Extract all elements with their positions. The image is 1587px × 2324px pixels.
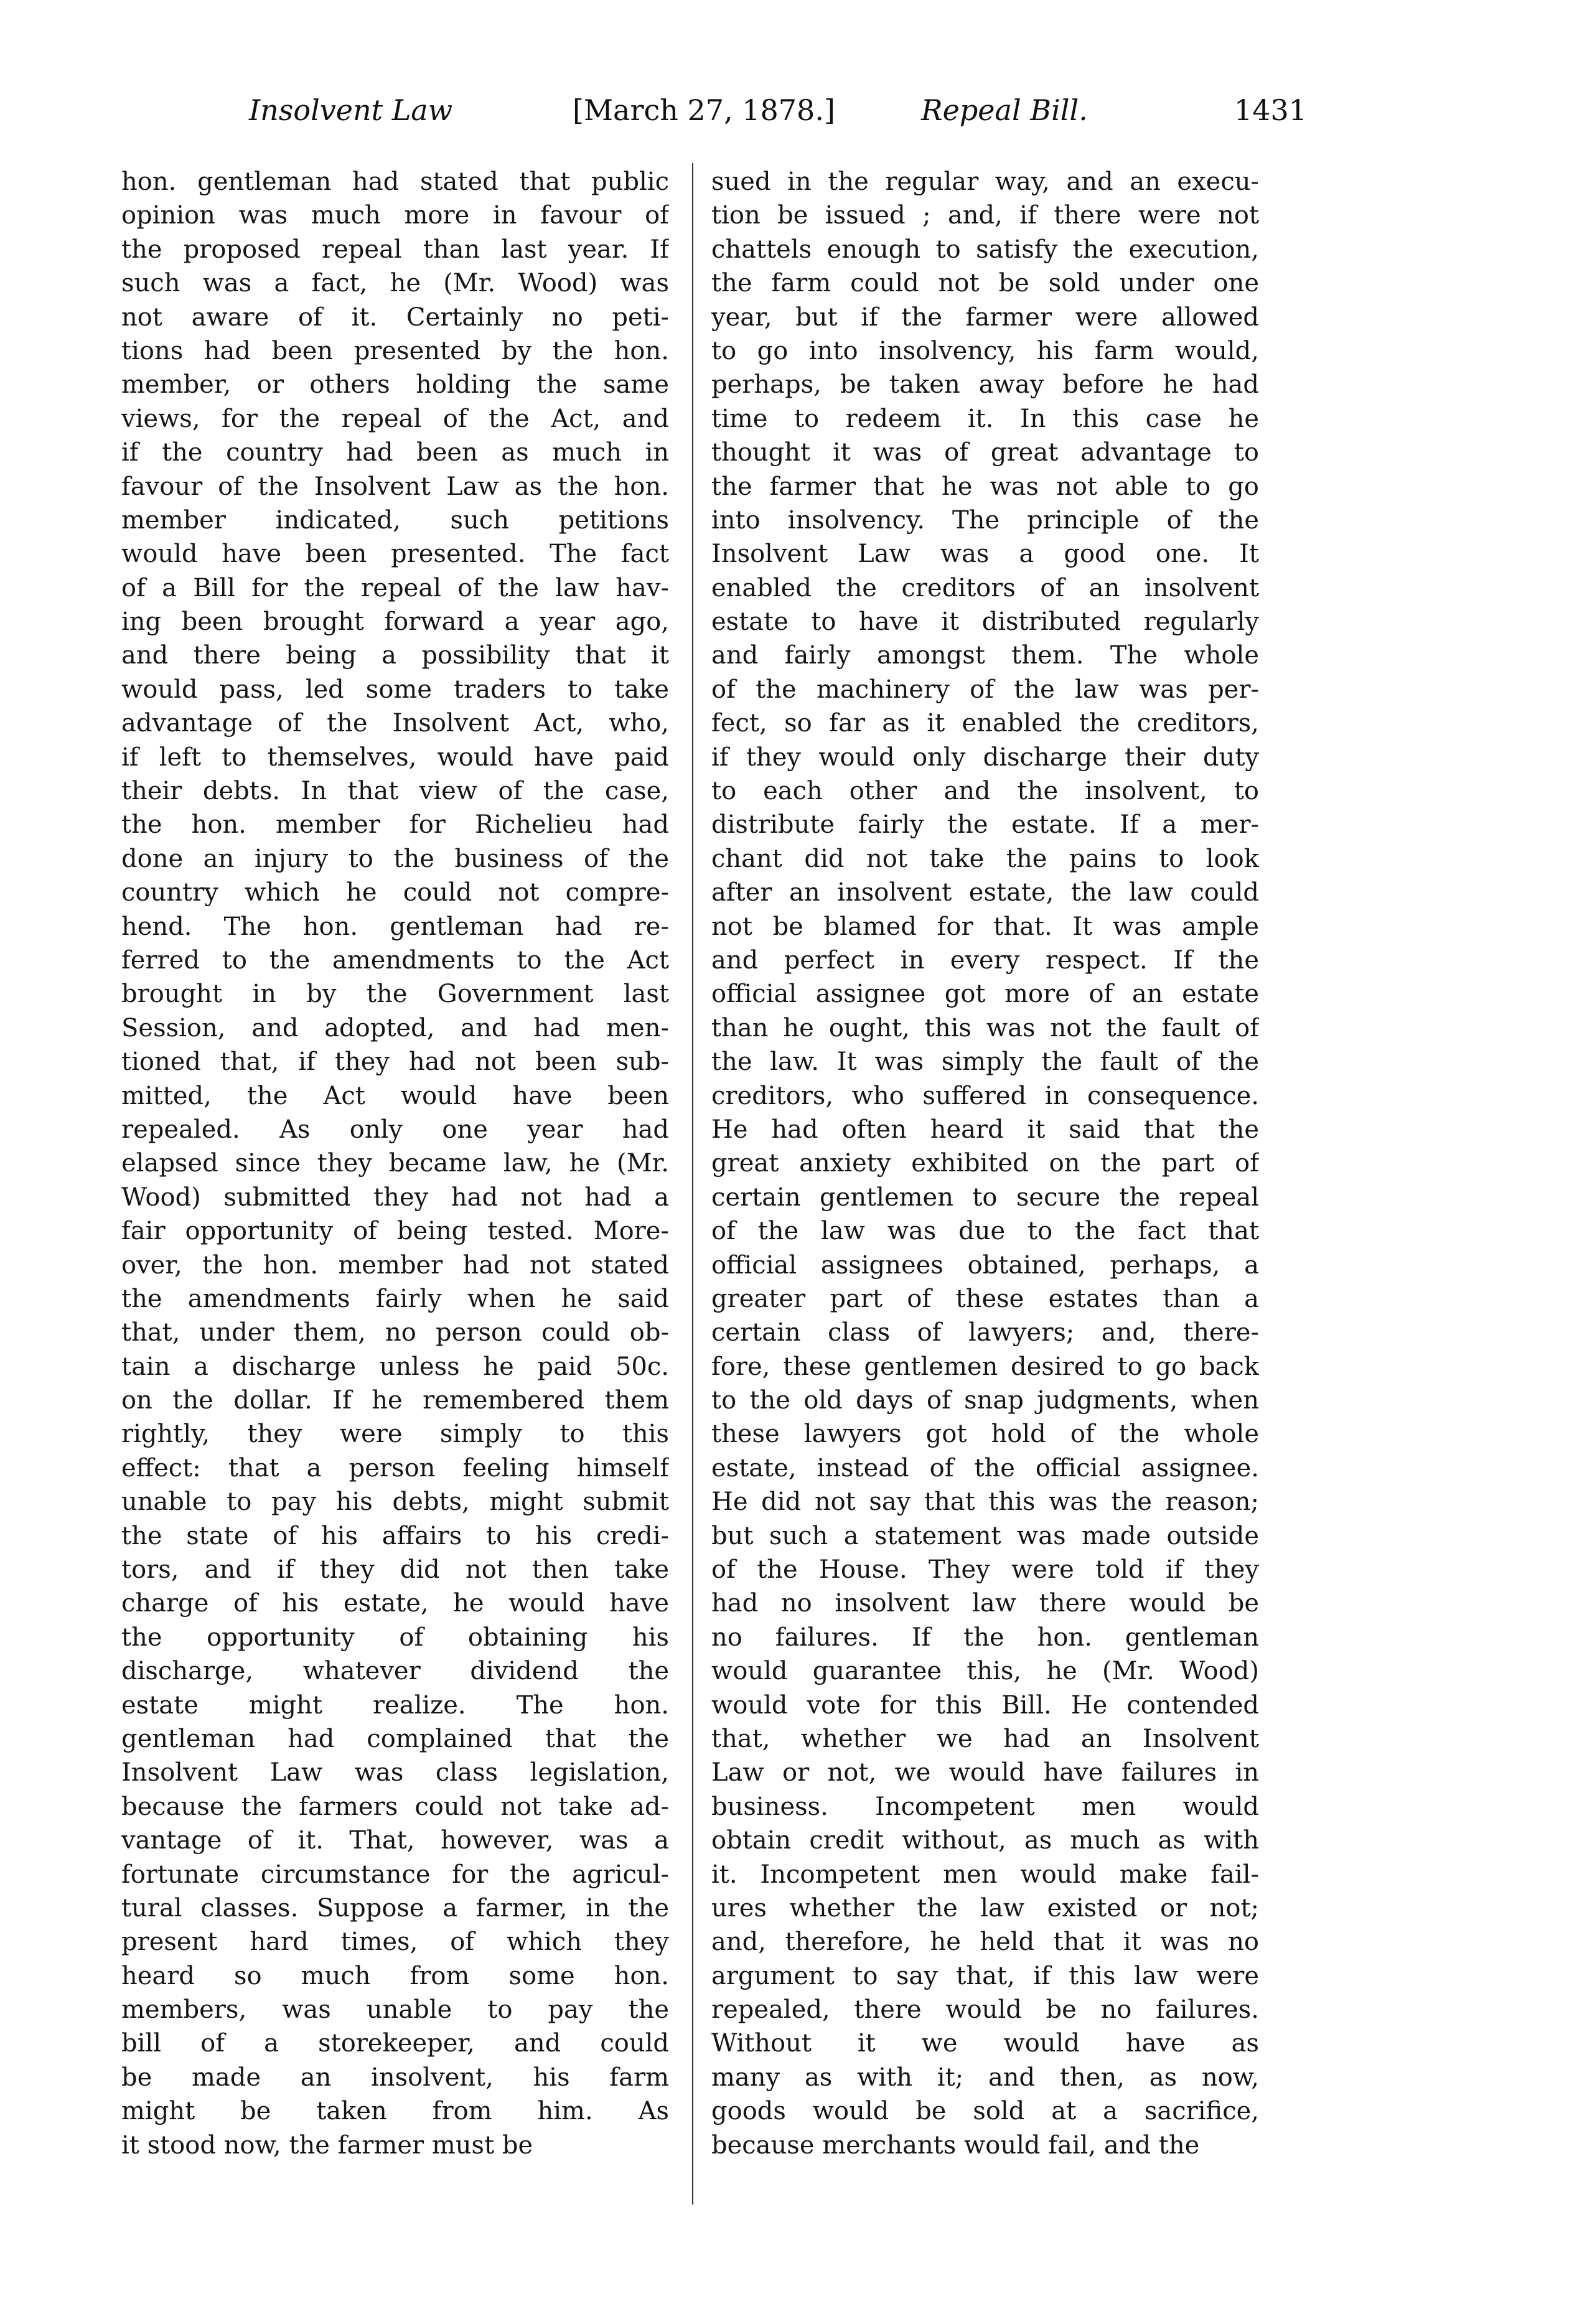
text-line: fair opportunity of being tested. More- [121, 1217, 669, 1246]
text-line: of a Bill for the repeal of the law hav- [121, 573, 669, 602]
text-line: of the House. They were told if they [711, 1555, 1259, 1585]
text-line: the farm could not be sold under one [711, 269, 1259, 298]
text-line: would pass, led some traders to take [121, 675, 669, 704]
text-line: discharge, whatever dividend the [121, 1657, 669, 1686]
text-line: Insolvent Law was class legislation, [121, 1758, 669, 1788]
text-line: to go into insolvency, his farm would, [711, 336, 1259, 365]
text-line: and fairly amongst them. The whole [711, 641, 1259, 670]
text-line: advantage of the Insolvent Act, who, [121, 709, 669, 738]
text-line: elapsed since they became law, he (Mr. [121, 1149, 669, 1178]
text-line: mitted, the Act would have been [121, 1081, 669, 1110]
text-line: repealed, there would be no failures. [711, 1995, 1259, 2025]
text-line: repealed. As only one year had [121, 1115, 669, 1144]
text-line: ferred to the amendments to the Act [121, 945, 669, 975]
text-line: the farmer that he was not able to go [711, 472, 1259, 501]
header-left-title: Insolvent Law [249, 93, 453, 127]
text-line: effect: that a person feeling himself [121, 1453, 669, 1483]
text-line: heard so much from some hon. [121, 1961, 669, 1990]
text-line: views, for the repeal of the Act, and [121, 404, 669, 433]
text-line: not aware of it. Certainly no peti- [121, 302, 669, 332]
running-header [212, 93, 1307, 143]
text-line: to each other and the insolvent, to [711, 777, 1259, 806]
text-line: time to redeem it. In this case he [711, 404, 1259, 433]
text-line: these lawyers got hold of the whole [711, 1420, 1259, 1449]
text-line: certain class of lawyers; and, there- [711, 1318, 1259, 1347]
text-line: tors, and if they did not then take [121, 1555, 669, 1585]
text-line: that, under them, no person could ob- [121, 1318, 669, 1347]
text-line: certain gentlemen to secure the repeal [711, 1183, 1259, 1212]
text-line: obtain credit without, as much as with [711, 1826, 1259, 1855]
text-line: would vote for this Bill. He contended [711, 1690, 1259, 1720]
text-line: and perfect in every respect. If the [711, 945, 1259, 975]
page-number: 1431 [1234, 93, 1307, 127]
text-line: than he ought, this was not the fault of [711, 1013, 1259, 1043]
text-line: might be taken from him. As [121, 2097, 669, 2126]
text-line: thought it was of great advantage to [711, 438, 1259, 467]
text-line: members, was unable to pay the [121, 1995, 669, 2025]
header-right-title: Repeal Bill. [921, 93, 1088, 127]
text-line: goods would be sold at a sacrifice, [711, 2097, 1259, 2126]
text-line: ing been brought forward a year ago, [121, 607, 669, 637]
text-line: into insolvency. The principle of the [711, 505, 1259, 535]
text-line: the state of his affairs to his credi- [121, 1521, 669, 1550]
text-line: Wood) submitted they had not had a [121, 1183, 669, 1212]
text-line: rightly, they were simply to this [121, 1420, 669, 1449]
text-line: year, but if the farmer were allowed [711, 302, 1259, 332]
text-line: the amendments fairly when he said [121, 1284, 669, 1313]
text-line: tion be issued ; and, if there were not [711, 201, 1259, 230]
text-line: the opportunity of obtaining his [121, 1623, 669, 1652]
text-line: vantage of it. That, however, was a [121, 1826, 669, 1855]
text-line: present hard times, of which they [121, 1928, 669, 1957]
text-line: gentleman had complained that the [121, 1724, 669, 1753]
text-line: country which he could not compre- [121, 878, 669, 907]
text-line: that, whether we had an Insolvent [711, 1724, 1259, 1753]
text-line: tural classes. Suppose a farmer, in the [121, 1893, 669, 1923]
text-line: charge of his estate, he would have [121, 1589, 669, 1618]
text-line: fore, these gentlemen desired to go back [711, 1352, 1259, 1381]
text-line: of the machinery of the law was per- [711, 675, 1259, 704]
text-line: their debts. In that view of the case, [121, 777, 669, 806]
text-line: Session, and adopted, and had men- [121, 1013, 669, 1043]
text-line: He had often heard it said that the [711, 1115, 1259, 1144]
text-line: but such a statement was made outside [711, 1521, 1259, 1550]
right-text-column [711, 165, 1259, 2162]
text-line: not be blamed for that. It was ample [711, 912, 1259, 941]
text-line: if the country had been as much in [121, 438, 669, 467]
text-line: tions had been presented by the hon. [121, 336, 669, 365]
text-line: it stood now, the farmer must be [121, 2130, 533, 2160]
left-text-column [121, 165, 669, 2162]
text-line: no failures. If the hon. gentleman [711, 1623, 1259, 1652]
text-line: the law. It was simply the fault of the [711, 1047, 1259, 1077]
text-line: it. Incompetent men would make fail- [711, 1860, 1259, 1889]
text-line: had no insolvent law there would be [711, 1589, 1259, 1618]
text-line: done an injury to the business of the [121, 844, 669, 873]
text-line: fect, so far as it enabled the creditors, [711, 709, 1259, 738]
text-line: over, the hon. member had not stated [121, 1250, 669, 1280]
text-line: sued in the regular way, and an execu- [711, 167, 1259, 196]
text-line: enabled the creditors of an insolvent [711, 573, 1259, 602]
text-line: and, therefore, he held that it was no [711, 1928, 1259, 1957]
header-date: [March 27, 1878.] [573, 93, 835, 127]
text-line: bill of a storekeeper, and could [121, 2029, 669, 2058]
text-line: hend. The hon. gentleman had re- [121, 912, 669, 941]
text-line: and there being a possibility that it [121, 641, 669, 670]
text-line: Insolvent Law was a good one. It [711, 540, 1259, 569]
text-line: fortunate circumstance for the agricul- [121, 1860, 669, 1889]
text-line: because the farmers could not take ad- [121, 1792, 669, 1821]
text-line: tioned that, if they had not been sub- [121, 1047, 669, 1077]
text-line: official assignee got more of an estate [711, 980, 1259, 1009]
text-line: because merchants would fail, and the [711, 2130, 1200, 2160]
text-line: He did not say that this was the reason; [711, 1488, 1259, 1517]
text-line: would guarantee this, he (Mr. Wood) [711, 1657, 1259, 1686]
text-line: of the law was due to the fact that [711, 1217, 1259, 1246]
text-line: favour of the Insolvent Law as the hon. [121, 472, 669, 501]
text-line: if left to themselves, would have paid [121, 743, 669, 772]
text-line: estate to have it distributed regularly [711, 607, 1259, 637]
text-line: Law or not, we would have failures in [711, 1758, 1259, 1788]
text-line: if they would only discharge their duty [711, 743, 1259, 772]
text-line: estate, instead of the official assignee. [711, 1453, 1259, 1483]
text-line: after an insolvent estate, the law could [711, 878, 1259, 907]
text-line: hon. gentleman had stated that public [121, 167, 669, 196]
text-line: brought in by the Government last [121, 980, 669, 1009]
column-divider [692, 163, 693, 2205]
text-line: member indicated, such petitions [121, 505, 669, 535]
text-line: official assignees obtained, perhaps, a [711, 1250, 1259, 1280]
text-line: perhaps, be taken away before he had [711, 370, 1259, 400]
text-line: estate might realize. The hon. [121, 1690, 669, 1720]
text-line: chattels enough to satisfy the execution, [711, 235, 1259, 264]
text-line: Without it we would have as [711, 2029, 1259, 2058]
text-line: argument to say that, if this law were [711, 1961, 1259, 1990]
text-line: would have been presented. The fact [121, 540, 669, 569]
text-line: ures whether the law existed or not; [711, 1893, 1259, 1923]
text-line: member, or others holding the same [121, 370, 669, 400]
text-line: business. Incompetent men would [711, 1792, 1259, 1821]
text-line: many as with it; and then, as now, [711, 2063, 1259, 2092]
text-line: opinion was much more in favour of [121, 201, 669, 230]
text-line: great anxiety exhibited on the part of [711, 1149, 1259, 1178]
text-line: to the old days of snap judgments, when [711, 1386, 1259, 1415]
text-line: unable to pay his debts, might submit [121, 1488, 669, 1517]
text-line: on the dollar. If he remembered them [121, 1386, 669, 1415]
text-line: be made an insolvent, his farm [121, 2063, 669, 2092]
text-line: distribute fairly the estate. If a mer- [711, 810, 1259, 840]
text-line: creditors, who suffered in consequence. [711, 1081, 1259, 1110]
text-line: the hon. member for Richelieu had [121, 810, 669, 840]
text-line: the proposed repeal than last year. If [121, 235, 669, 264]
text-line: greater part of these estates than a [711, 1284, 1259, 1313]
text-line: chant did not take the pains to look [711, 844, 1259, 873]
text-line: tain a discharge unless he paid 50c. [121, 1352, 669, 1381]
text-line: such was a fact, he (Mr. Wood) was [121, 269, 669, 298]
